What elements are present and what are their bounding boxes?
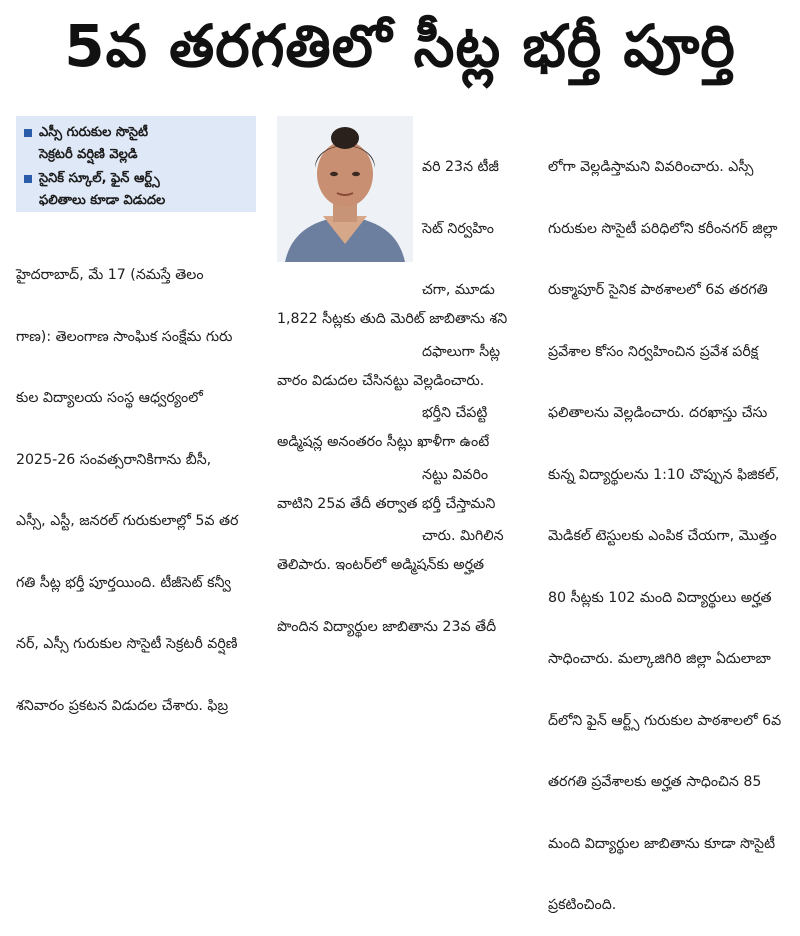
text-line: సాధించారు. మల్కాజిగిరి జిల్లా ఏదులాబా: [548, 651, 771, 667]
highlight-text: ఎస్సీ గురుకుల సొసైటీ సెక్రటరీ వర్షిణి వెల్లడి: [39, 125, 148, 162]
text-line: శనివారం ప్రకటన విడుదల చేశారు. ఫిబ్ర: [16, 697, 229, 714]
text-line: 1,822 సీట్లకు తుది మెరిట్ జాబితాను శని: [277, 311, 508, 327]
text-line: వాటిని 25వ తేదీ తర్వాత భర్తీ చేస్తామని: [277, 495, 496, 512]
text-line: మంది విద్యార్థుల జాబితాను కూడా సొసైటీ: [548, 835, 776, 852]
text-line: 2025-26 సంవత్సరానికిగాను బీసీ,: [16, 451, 212, 468]
text-line: ప్రకటించింది.: [548, 897, 617, 913]
text-line: మెడికల్ టెస్టులకు ఎంపిక చేయగా, మొత్తం: [548, 528, 777, 544]
highlight-item: [24, 168, 248, 212]
portrait-illustration: [277, 116, 413, 262]
text-line: గతి సీట్ల భర్తీ పూర్తయింది. టీజీసెట్ కన్వీ: [16, 574, 231, 591]
headline: 5వ తరగతిలో సీట్ల భర్తీ పూర్తి: [64, 11, 736, 80]
highlight-item: [24, 122, 248, 166]
text-line: హైదరాబాద్, మే 17 (నమస్తే తెలం: [16, 267, 204, 283]
text-line: ప్రవేశాల కోసం నిర్వహించిన ప్రవేశ పరీక్ష: [548, 343, 759, 360]
highlight-text: సైనిక్ స్కూల్, ఫైన్ ఆర్ట్స్ ఫలితాలు కూడా విడుదల: [39, 171, 166, 208]
text-line: 80 సీట్లకు 102 మంది విద్యార్థులు అర్హత: [548, 589, 772, 606]
text-line: ఫలితాలను వెల్లడించారు. దరఖాస్తు చేసు: [548, 405, 768, 421]
text-line: వారం విడుదల చేసినట్టు వెల్లడించారు.: [277, 372, 485, 389]
text-line: ద్‌లోని ఫైన్ ఆర్ట్స్ గురుకుల పాఠశాలలో 6వ: [548, 712, 782, 729]
text-line: నర్, ఎస్సీ గురుకుల సొసైటీ సెక్రటరీ వర్షిణి: [16, 636, 238, 652]
text-line: గాణ): తెలంగాణ సాంఘిక సంక్షేమ గురు: [16, 328, 233, 345]
portrait-photo: [277, 116, 413, 262]
text-line: భర్తీని చేపట్టి: [422, 405, 488, 421]
text-line: దఫాలుగా సీట్ల: [422, 343, 501, 360]
text-line: కున్న విద్యార్థులను 1:10 చొప్పున ఫిజికల్,: [548, 466, 780, 483]
text-line: తరగతి ప్రవేశాలకు అర్హత సాధించిన 85: [548, 774, 762, 790]
bullet-square-icon: [24, 129, 32, 137]
article-column-2-bottom: [277, 268, 539, 658]
text-line: తెలిపారు. ఇంటర్‌లో అడ్మిషన్‌కు అర్హత: [277, 557, 485, 573]
text-line: రుక్మాపూర్ సైనిక పాఠశాలలో 6వ తరగతి: [548, 282, 768, 298]
text-line: కుల విద్యాలయ సంస్థ ఆధ్వర్యంలో: [16, 390, 203, 406]
text-line: సెట్ నిర్వహిం: [422, 220, 494, 237]
article-column-3: [548, 116, 796, 936]
text-line: నట్టు వివరిం: [422, 466, 489, 483]
highlights-box: [16, 116, 256, 212]
bullet-square-icon: [24, 175, 32, 183]
text-line: వరి 23న టీజీ: [422, 159, 499, 175]
text-line: గురుకుల సొసైటీ పరిధిలోని కరీంనగర్ జిల్లా: [548, 220, 778, 237]
text-line: ఎస్సీ, ఎస్టీ, జనరల్ గురుకులాల్లో 5వ తర: [16, 513, 239, 529]
text-line: లోగా వెల్లడిస్తామని వివరించారు. ఎస్సీ: [548, 159, 754, 175]
article-column-1: [16, 224, 266, 737]
text-line: పొందిన విద్యార్థుల జాబితాను 23వ తేదీ: [277, 618, 497, 635]
text-line: చగా, మూడు: [422, 282, 495, 298]
text-line: అడ్మిషన్ల అనంతరం సీట్లు ఖాళీగా ఉంటే: [277, 434, 490, 450]
text-line: చారు. మిగిలిన: [422, 528, 504, 544]
